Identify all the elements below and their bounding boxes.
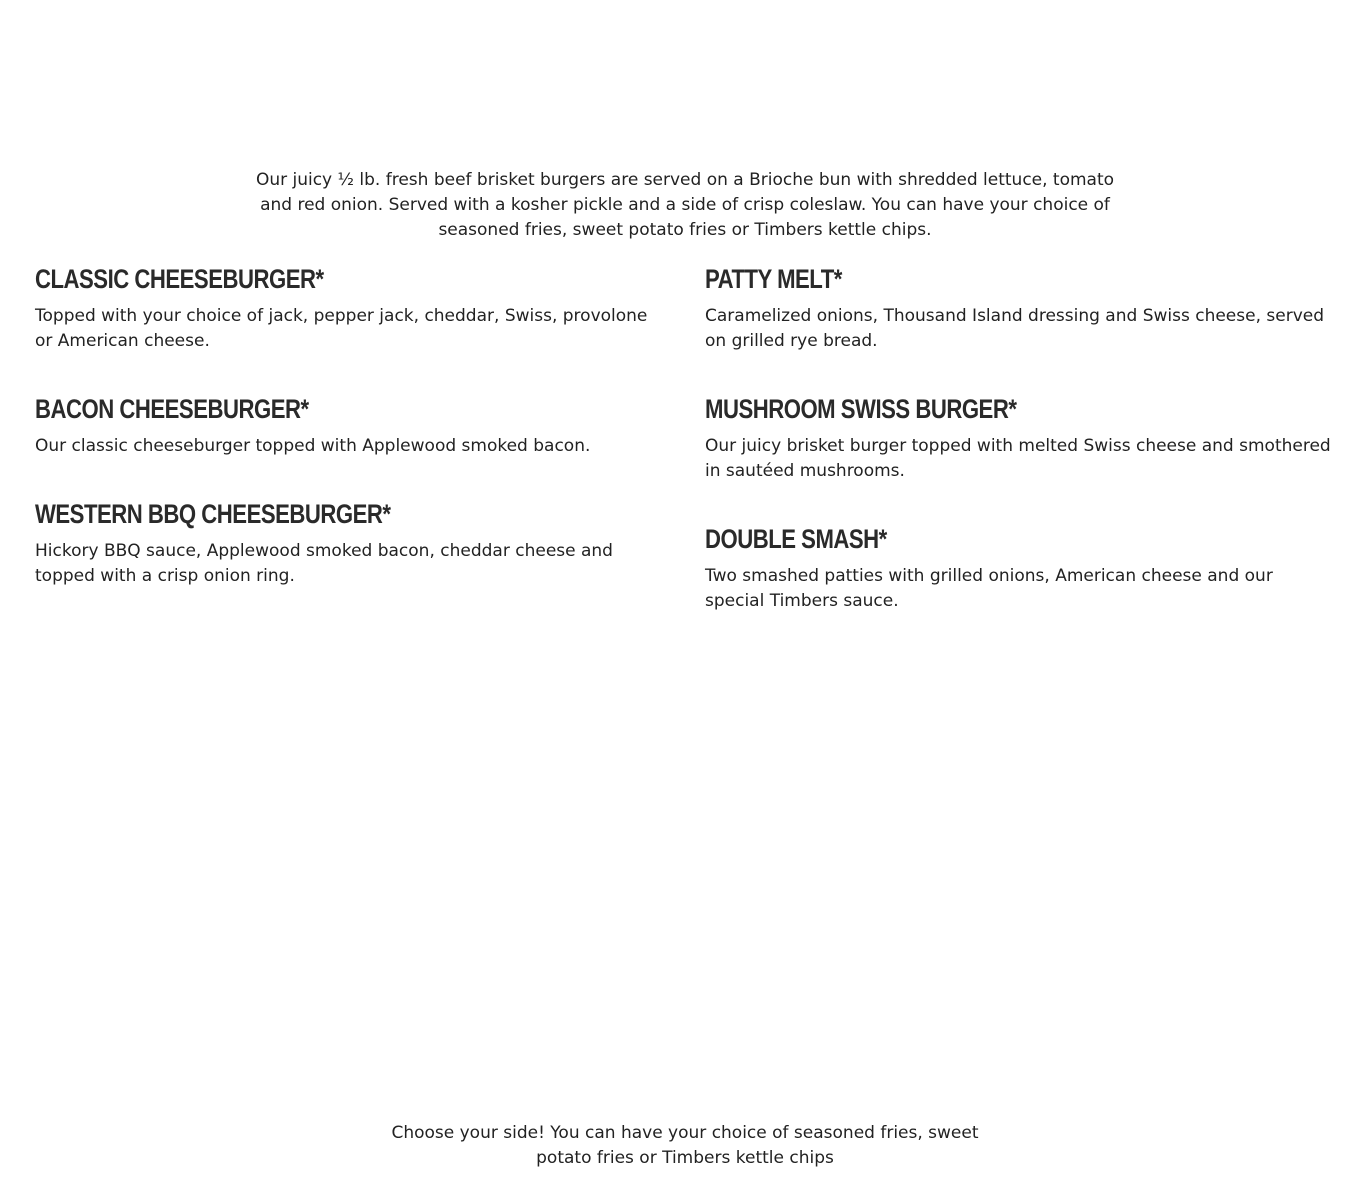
menu-column-left xyxy=(35,262,667,627)
menu-item-title: MUSHROOM SWISS BURGER* xyxy=(705,394,1017,424)
menu-item-description: Hickory BBQ sauce, Applewood smoked bacon, cheddar cheese and topped with a crisp onion ring. xyxy=(35,541,613,586)
menu-item-title: BACON CHEESEBURGER* xyxy=(35,394,309,424)
menu-item-description: Topped with your choice of jack, pepper jack, cheddar, Swiss, provolone or American cheese. xyxy=(35,306,648,351)
menu-item-title: PATTY MELT* xyxy=(705,264,842,294)
menu-item-title: WESTERN BBQ CHEESEBURGER* xyxy=(35,499,391,529)
menu-item xyxy=(35,497,667,589)
menu-item-description: Our classic cheeseburger topped with Applewood smoked bacon. xyxy=(35,436,591,456)
menu-item xyxy=(35,392,667,459)
menu-item xyxy=(705,262,1337,354)
menu-item xyxy=(35,262,667,354)
menu-item-description: Our juicy brisket burger topped with melted Swiss cheese and smothered in sautéed mushrooms. xyxy=(705,436,1331,481)
menu-intro-text: Our juicy ½ lb. fresh beef brisket burgers are served on a Brioche bun with shredded lettuce, tomato and red onion. Served with a kosher pickle and a side of crisp coleslaw. You can have your choice of seasoned fries, sweet potato fries or Timbers kettle chips. xyxy=(255,170,1115,240)
menu-item-title: DOUBLE SMASH* xyxy=(705,524,887,554)
menu-item xyxy=(705,392,1337,484)
menu-column-right xyxy=(705,262,1337,652)
menu-item xyxy=(705,522,1337,614)
menu-sides-text: Choose your side! You can have your choice of seasoned fries, sweet potato fries or Timbers kettle chips xyxy=(391,1123,979,1168)
menu-item-title: CLASSIC CHEESEBURGER* xyxy=(35,264,324,294)
menu-item-description: Caramelized onions, Thousand Island dressing and Swiss cheese, served on grilled rye bread. xyxy=(705,306,1325,351)
menu-item-description: Two smashed patties with grilled onions, American cheese and our special Timbers sauce. xyxy=(705,566,1273,611)
